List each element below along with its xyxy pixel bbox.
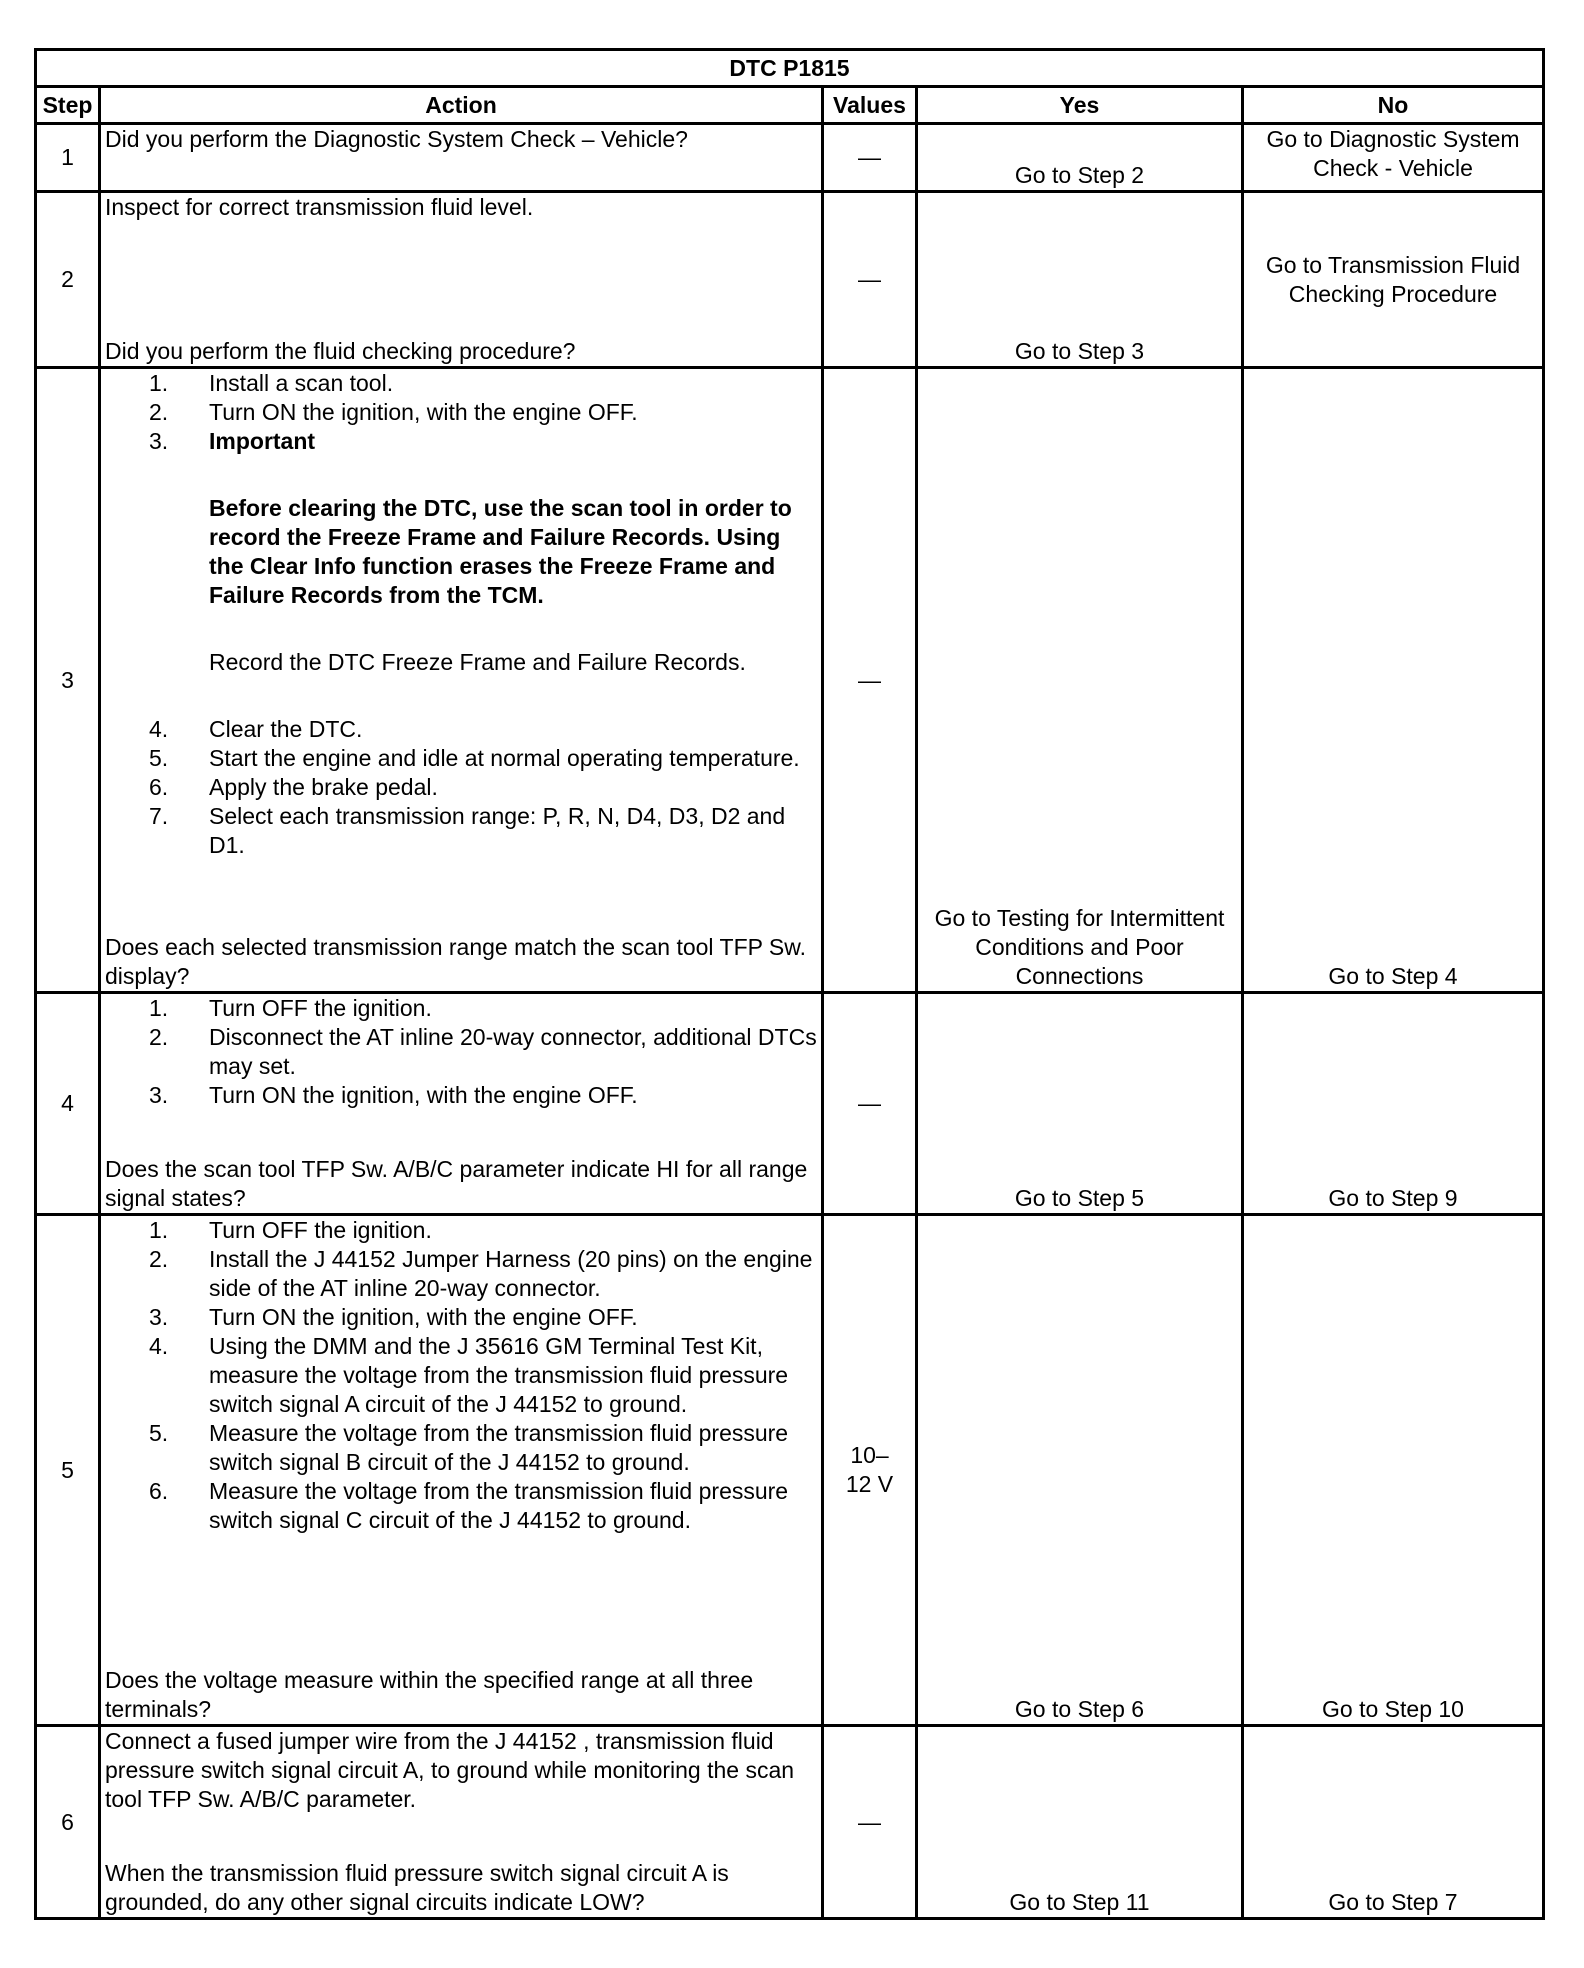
action-cell [100, 192, 823, 368]
step-number: 5 [36, 1215, 100, 1726]
no-cell: Go to Step 9 [1243, 993, 1544, 1215]
record-instruction: Record the DTC Freeze Frame and Failure Records. [209, 649, 746, 675]
table-title: DTC P1815 [36, 50, 1544, 87]
action-cell [100, 1215, 823, 1726]
step-number: 1 [36, 124, 100, 192]
no-cell: Go to Step 4 [1243, 368, 1544, 993]
action-question: Did you perform the fluid checking procedure? [105, 338, 576, 364]
list-item: 5. Start the engine and idle at normal operating temperature. [149, 745, 800, 771]
values-cell: — [823, 993, 917, 1215]
list-item: 3. Turn ON the ignition, with the engine OFF. [149, 1304, 638, 1330]
list-item: 6. Apply the brake pedal. [149, 774, 438, 800]
action-list [105, 369, 817, 456]
action-question: Does each selected transmission range match the scan tool TFP Sw. display? [105, 934, 807, 989]
yes-cell: Go to Step 6 [917, 1215, 1243, 1726]
list-item: 5. Measure the voltage from the transmission fluid pressure switch signal B circuit of the J 44152 to ground. [149, 1420, 789, 1475]
action-cell [100, 993, 823, 1215]
table-row [36, 1726, 1544, 1919]
action-list [105, 1216, 817, 1535]
yes-cell: Go to Testing for Intermittent Conditions and Poor Connections [917, 368, 1243, 993]
table-row [36, 124, 1544, 192]
no-cell: Go to Step 10 [1243, 1215, 1544, 1726]
action-question: Does the scan tool TFP Sw. A/B/C parameter indicate HI for all range signal states? [105, 1156, 808, 1211]
no-cell: Go to Diagnostic System Check - Vehicle [1243, 124, 1544, 192]
table-row [36, 192, 1544, 368]
list-item: 2. Install the J 44152 Jumper Harness (20 pins) on the engine side of the AT inline 20-way connector. [149, 1246, 813, 1301]
list-item: 7. Select each transmission range: P, R, N, D4, D3, D2 and D1. [149, 803, 786, 858]
values-cell: — [823, 124, 917, 192]
step-number: 2 [36, 192, 100, 368]
action-cell [100, 124, 823, 192]
table-row [36, 993, 1544, 1215]
header-step: Step [36, 87, 100, 124]
values-cell: — [823, 1726, 917, 1919]
yes-cell: Go to Step 5 [917, 993, 1243, 1215]
action-text: Inspect for correct transmission fluid level. [105, 194, 534, 220]
important-note: Before clearing the DTC, use the scan tool in order to record the Freeze Frame and Failure Records. Using the Clear Info function erases the Freeze Frame and Failure Records from the TCM. [209, 495, 792, 608]
action-question: Did you perform the Diagnostic System Check – Vehicle? [105, 126, 688, 152]
action-question: When the transmission fluid pressure switch signal circuit A is grounded, do any other signal circuits indicate LOW? [105, 1860, 729, 1915]
list-item: 1. Turn OFF the ignition. [149, 995, 432, 1021]
no-cell: Go to Transmission Fluid Checking Procedure [1243, 192, 1544, 368]
action-question: Does the voltage measure within the specified range at all three terminals? [105, 1667, 754, 1722]
values-cell: — [823, 368, 917, 993]
values-cell: 10–12 V [823, 1215, 917, 1726]
action-text: Connect a fused jumper wire from the J 44152 , transmission fluid pressure switch signal circuit A, to ground while monitoring the scan tool TFP Sw. A/B/C parameter. [105, 1728, 795, 1812]
header-yes: Yes [917, 87, 1243, 124]
step-number: 3 [36, 368, 100, 993]
step-number: 6 [36, 1726, 100, 1919]
dtc-table [34, 48, 1545, 1920]
header-values: Values [823, 87, 917, 124]
yes-cell: Go to Step 2 [917, 124, 1243, 192]
list-item: 1. Install a scan tool. [149, 370, 394, 396]
list-item: 4. Using the DMM and the J 35616 GM Terminal Test Kit, measure the voltage from the transmission fluid pressure switch signal A circuit of the J 44152 to ground. [149, 1333, 789, 1417]
action-cell [100, 1726, 823, 1919]
values-cell: — [823, 192, 917, 368]
list-item: 6. Measure the voltage from the transmission fluid pressure switch signal C circuit of the J 44152 to ground. [149, 1478, 789, 1533]
header-no: No [1243, 87, 1544, 124]
list-item: 1. Turn OFF the ignition. [149, 1217, 432, 1243]
list-item: 4. Clear the DTC. [149, 716, 363, 742]
yes-cell: Go to Step 11 [917, 1726, 1243, 1919]
yes-cell: Go to Step 3 [917, 192, 1243, 368]
step-number: 4 [36, 993, 100, 1215]
list-item: 2. Disconnect the AT inline 20-way connector, additional DTCs may set. [149, 1024, 817, 1079]
header-action: Action [100, 87, 823, 124]
no-cell: Go to Step 7 [1243, 1726, 1544, 1919]
table-row [36, 368, 1544, 993]
list-item: 3. Turn ON the ignition, with the engine OFF. [149, 1082, 638, 1108]
action-cell [100, 368, 823, 993]
action-list [105, 994, 817, 1110]
table-row [36, 1215, 1544, 1726]
list-item: 2. Turn ON the ignition, with the engine OFF. [149, 399, 638, 425]
list-item: 3. Important [149, 428, 316, 454]
action-list [105, 715, 817, 860]
